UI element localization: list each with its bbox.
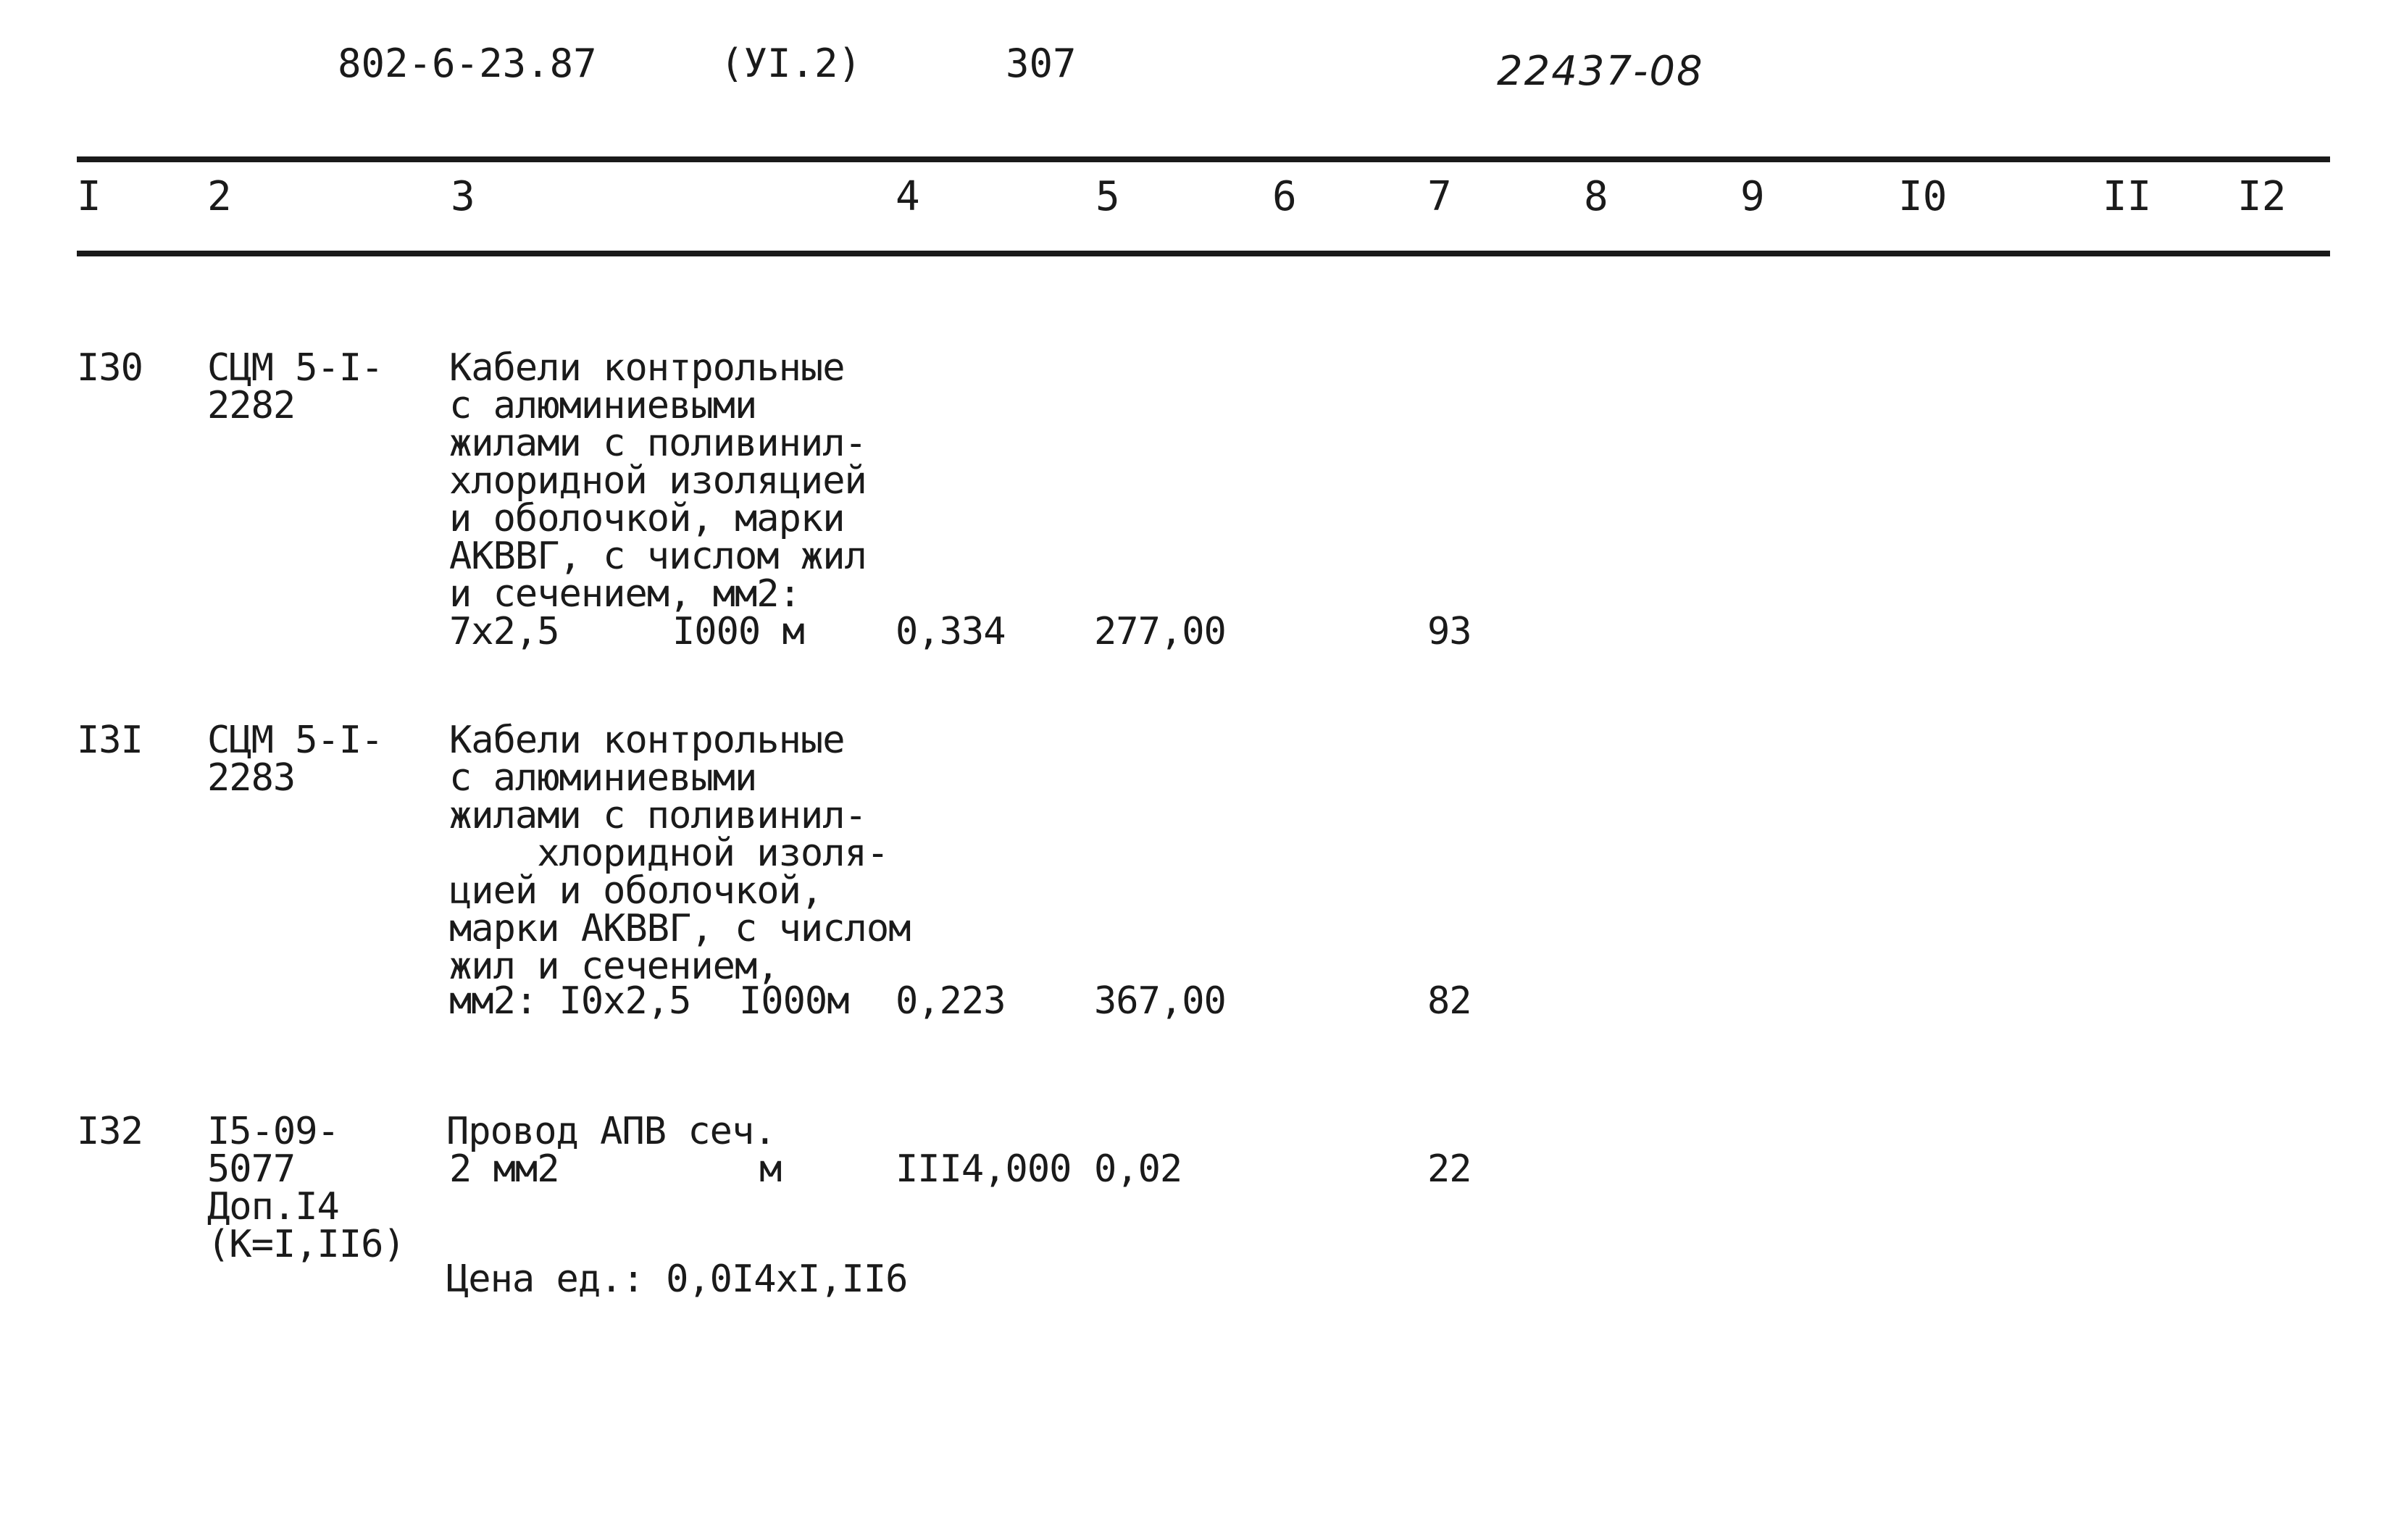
row-code-line: СЦМ 5-I- — [207, 719, 383, 762]
header-top-rule — [77, 156, 2330, 162]
row-code-line: СЦМ 5-I- — [207, 346, 383, 390]
row-number: I32 — [77, 1110, 143, 1153]
row-unit: I000м — [739, 979, 849, 1023]
row-code-line: 2283 — [207, 756, 296, 800]
description-line: Кабели контрольные — [449, 346, 845, 390]
row-unit: м — [759, 1147, 782, 1191]
stamp-number: 22437-08 — [1497, 48, 1704, 95]
description-line: хлоридной изоляцией — [449, 459, 867, 503]
description-line: хлоридной изоля- — [449, 832, 889, 875]
row-quantity: 0,334 — [896, 610, 1006, 653]
row-code-line: I5-09- — [207, 1110, 339, 1153]
row-description — [449, 719, 911, 988]
column-header-5: 5 — [1095, 173, 1120, 220]
description-line: с алюминиевыми — [449, 384, 757, 427]
unit-price-note: Цена ед.: 0,0I4хI,II6 — [446, 1257, 908, 1301]
row-code-line: 5077 — [207, 1147, 296, 1191]
row-code — [207, 346, 383, 427]
column-header-7: 7 — [1427, 173, 1452, 220]
row-code — [207, 719, 383, 800]
row-price: 367,00 — [1094, 979, 1226, 1023]
row-quantity: 0,223 — [896, 979, 1006, 1023]
row-code-line: 2282 — [207, 384, 296, 427]
column-header-1: I — [77, 173, 101, 220]
row-code-line: (К=I,II6) — [207, 1223, 405, 1266]
description-line: Кабели контрольные — [449, 719, 845, 762]
description-line: и оболочкой, марки — [449, 497, 845, 540]
row-number: I30 — [77, 346, 143, 390]
column-header-10: I0 — [1898, 173, 1948, 220]
row-spec: 7х2,5 — [449, 610, 559, 653]
description-line: жилами с поливинил- — [449, 794, 867, 837]
row-price: 0,02 — [1094, 1147, 1182, 1191]
description-line: цией и оболочкой, — [449, 869, 823, 913]
row-spec: мм2: I0х2,5 — [449, 979, 691, 1023]
description-line: с алюминиевыми — [449, 756, 757, 800]
row-col7-value: 22 — [1427, 1147, 1472, 1191]
column-header-4: 4 — [896, 173, 920, 220]
row-quantity: III4,000 — [896, 1147, 1072, 1191]
row-price: 277,00 — [1094, 610, 1226, 653]
row-spec: 2 мм2 — [449, 1147, 559, 1191]
row-code — [207, 1110, 405, 1266]
description-line: Провод АПВ сеч. — [446, 1110, 776, 1153]
column-header-8: 8 — [1584, 173, 1608, 220]
description-line: жил и сечением, — [449, 945, 779, 988]
row-number: I3I — [77, 719, 143, 762]
description-line: марки АКВВГ, с числом — [449, 907, 911, 950]
row-col7-value: 82 — [1427, 979, 1472, 1023]
row-description — [446, 1110, 776, 1153]
column-header-2: 2 — [207, 173, 232, 220]
column-header-6: 6 — [1272, 173, 1297, 220]
column-header-3: 3 — [451, 173, 475, 220]
section-number: (УI.2) — [720, 41, 862, 86]
column-header-9: 9 — [1740, 173, 1765, 220]
page-number: 307 — [1006, 41, 1077, 86]
description-line: жилами с поливинил- — [449, 422, 867, 465]
row-unit: I000 м — [672, 610, 804, 653]
row-col7-value: 93 — [1427, 610, 1472, 653]
description-line: АКВВГ, с числом жил — [449, 535, 867, 578]
column-header-11: II — [2103, 173, 2152, 220]
row-code-line: Доп.I4 — [207, 1185, 339, 1229]
document-code: 802-6-23.87 — [338, 41, 597, 86]
row-description — [449, 346, 867, 616]
description-line: и сечением, мм2: — [449, 572, 801, 616]
header-bottom-rule — [77, 251, 2330, 256]
column-header-12: I2 — [2237, 173, 2287, 220]
